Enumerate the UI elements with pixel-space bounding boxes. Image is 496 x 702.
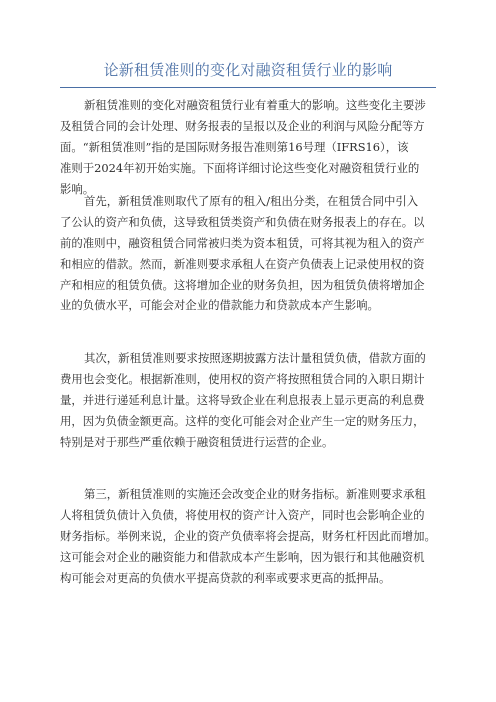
paragraph-third-point (60, 484, 440, 588)
title-underline (60, 87, 436, 88)
paragraph-line: 财务指标。举例来说，企业的资产负债率将会提高，财务杠杆因此而增加。 (60, 528, 436, 543)
paragraph-line: 构可能会对更高的负债水平提高贷款的利率或要求更高的抵押品。 (60, 570, 391, 585)
paragraph-line: 费用也会变化。根据新准则，使用权的资产将按照租赁合同的入职日期计 (60, 371, 425, 386)
paragraph-line: 了公认的资产和负债，这导致租赁类资产和负债在财务报表上的存在。以 (60, 214, 425, 229)
paragraph-line: 前的准则中，融资租赁合同常被归类为资本租赁，可将其视为租入的资产 (60, 235, 425, 250)
paragraph-line: 首先，新租赁准则取代了原有的租入/租出分类，在租赁合同中引入 (84, 194, 419, 208)
paragraph-line: 人将租赁负债计入负债，将使用权的资产计入资产，同时也会影响企业的 (60, 507, 425, 522)
paragraph-line: 面。“新租赁准则”指的是国际财务报告准则第16号理（IFRS16），该 (60, 139, 409, 154)
paragraph-first-point (60, 191, 440, 316)
paragraph-line: 和相应的借款。然而，新准则要求承租人在资产负债表上记录使用权的资 (60, 256, 425, 271)
paragraph-line: 其次，新租赁准则要求按照逐期披露方法计量租赁负债，借款方面的 (84, 351, 426, 365)
paragraph-line: 第三，新租赁准则的实施还会改变企业的财务指标。新准则要求承租 (84, 487, 426, 501)
paragraph-line: 及租赁合同的会计处理、财务报表的呈报以及企业的利润与风险分配等方 (60, 118, 425, 133)
paragraph-line: 这可能会对企业的融资能力和借款成本产生影响，因为银行和其他融资机 (60, 549, 425, 564)
paragraph-line: 准则于2024年初开始实施。下面将详细讨论这些变化对融资租赁行业的 (60, 160, 420, 175)
paragraph-second-point (60, 348, 440, 452)
paragraph-line: 用，因为负债金额更高。这样的变化可能会对企业产生一定的财务压力， (60, 413, 425, 428)
paragraph-line: 影响。 (60, 181, 95, 196)
document-title: 论新租赁准则的变化对融资租赁行业的影响 (103, 61, 393, 79)
paragraph-line: 新租赁准则的变化对融资租赁行业有着重大的影响。这些变化主要涉 (84, 98, 426, 112)
paragraph-line: 业的负债水平，可能会对企业的借款能力和贷款成本产生影响。 (60, 298, 379, 313)
paragraph-line: 产和相应的租赁负债。这将增加企业的财务负担，因为租赁负债将增加企 (60, 277, 425, 292)
paragraph-line: 特别是对于那些严重依赖于融资租赁进行运营的企业。 (60, 434, 334, 449)
paragraph-line: 量，并进行递延利息计量。这将导致企业在利息报表上显示更高的利息费 (60, 392, 425, 407)
paragraph-intro (60, 95, 440, 199)
